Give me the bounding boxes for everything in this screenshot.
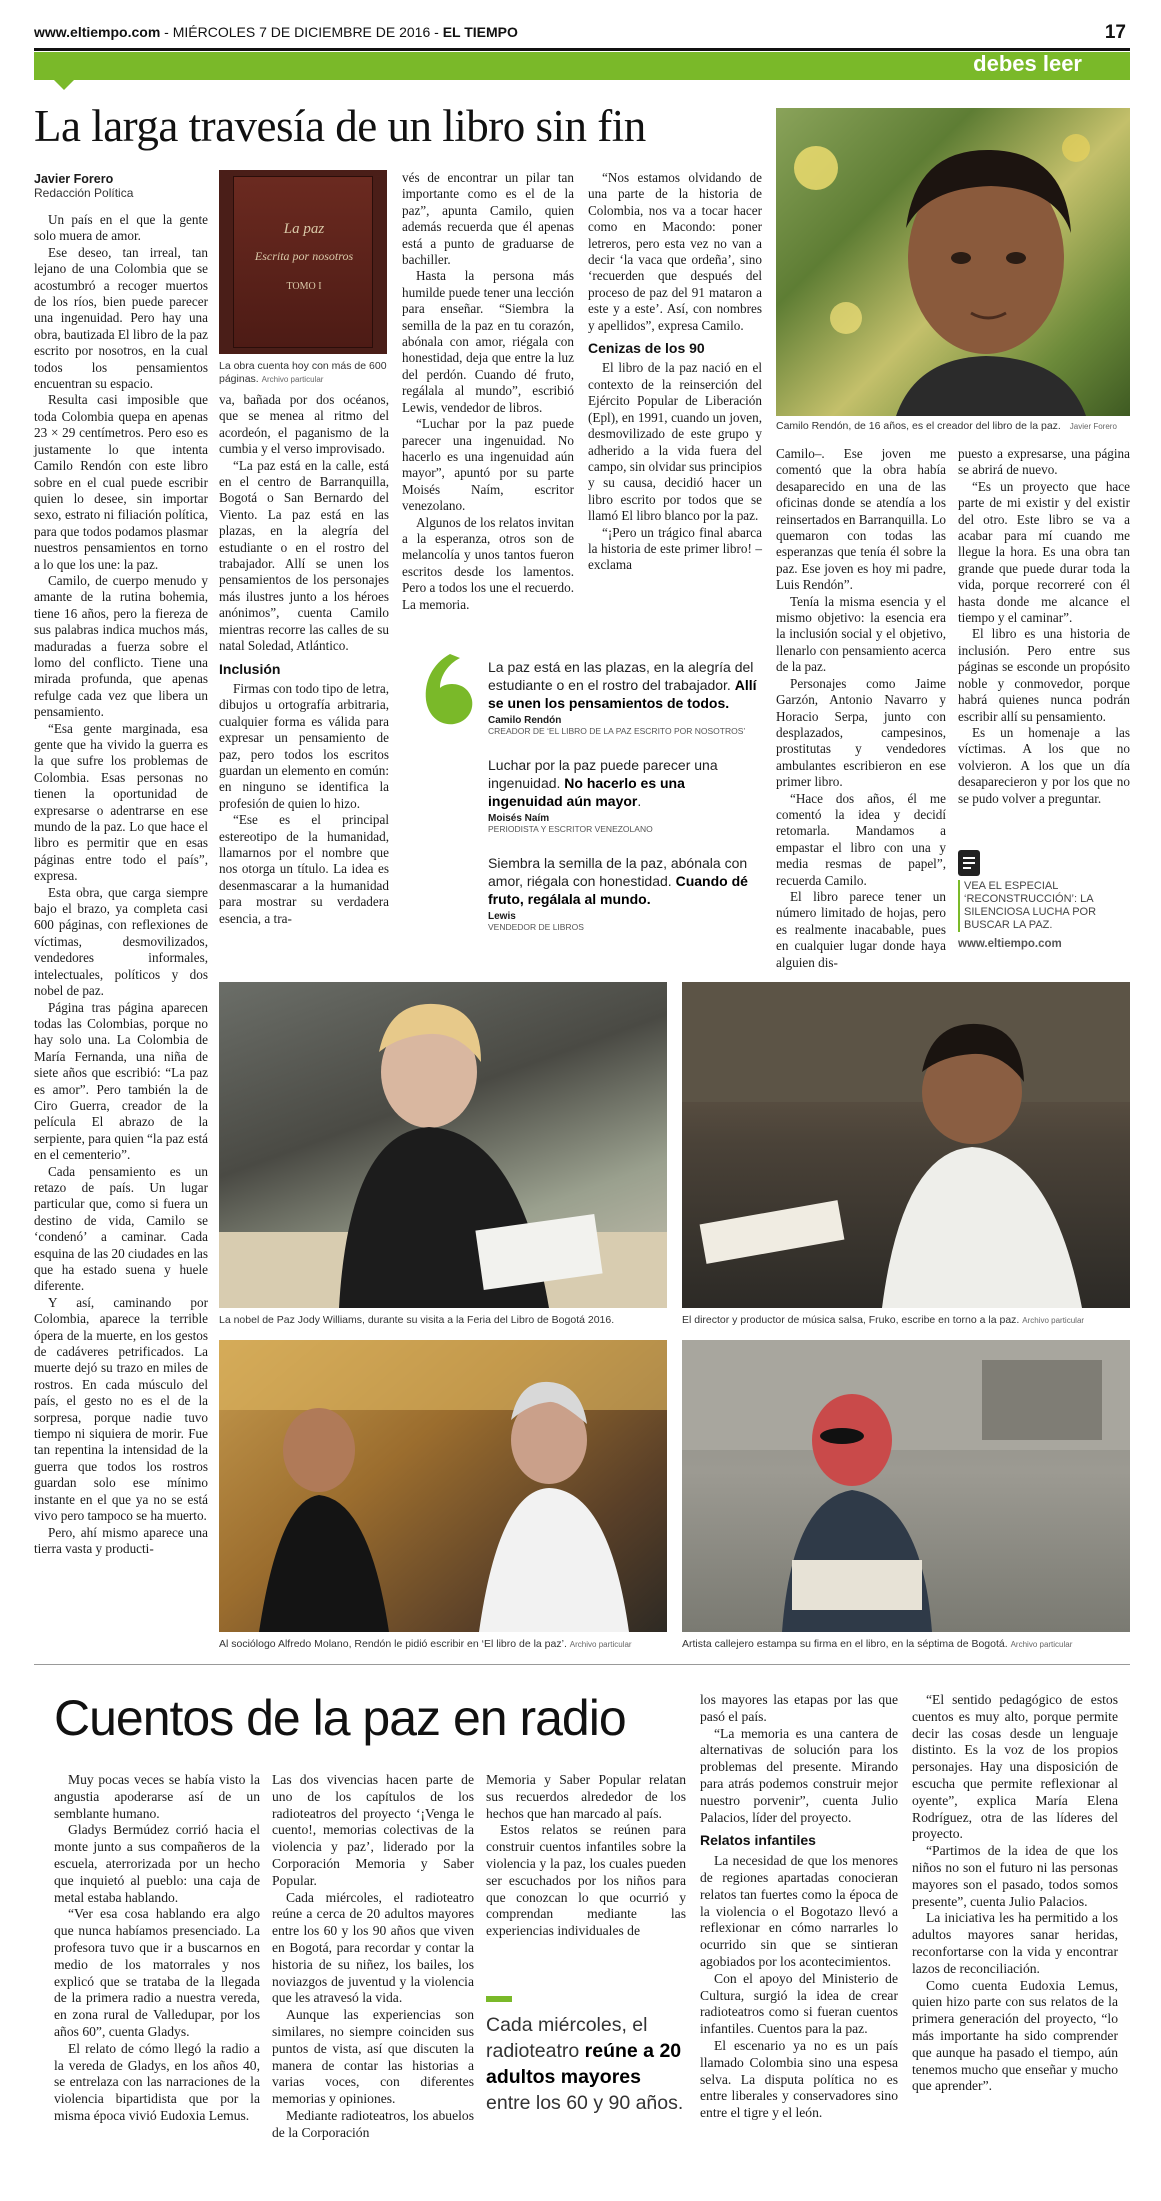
paragraph: Gladys Bermúdez corrió hacia el monte junto a sus compañeros de la escuela, aterrorizada por un hecho que inquietó al pueblo: una caja de metal estaba hablando. — [54, 1822, 260, 1905]
radio-column-2 — [272, 1772, 474, 2142]
paragraph: “La paz está en la calle, está en el centro de Barranquilla, Bogotá o San Bernardo del Viento. La paz está en las plazas, en la alegría del estudiante o en el rostro del trabajador. Allí se unen los pensamientos de los personajes más ilustres junto a los héroes anónimos”, cuenta Camilo mientras recorre las calles de su natal Soledad, Atlántico. — [219, 457, 389, 654]
photo-fruko-illustration — [682, 982, 1130, 1308]
caption-photo-2-credit: Archivo particular — [1022, 1316, 1085, 1325]
promo-text: VEA EL ESPECIAL ‘RECONSTRUCCIÓN’: LA SILENCIOSA LUCHA POR BUSCAR LA PAZ. — [958, 880, 1130, 932]
paragraph: Página tras página aparecen todas las Colombias, porque no hay solo una. La Colombia de María Fernanda, una niña de siete años que escribió: “La paz es amor”. Pero también la de Ciro Guerra, creador de la película El abrazo de la serpiente, para quien “la paz está en el cementerio”. — [34, 999, 208, 1163]
photo-fruko — [682, 982, 1130, 1308]
quote-1-role: CREADOR DE ‘EL LIBRO DE LA PAZ ESCRITO POR NOSOTROS’ — [488, 726, 746, 736]
quote-1-name: Camilo Rendón — [488, 715, 562, 726]
article-column-6 — [958, 446, 1130, 807]
author-desk: Redacción Política — [34, 186, 134, 200]
caption-photo-4 — [682, 1638, 1130, 1651]
quote-2-role: PERIODISTA Y ESCRITOR VENEZOLANO — [488, 824, 653, 834]
quotes-block — [488, 658, 758, 932]
paragraph: va, bañada por dos océanos, que se menea al ritmo del acordeón, el paganismo de la cumbia y el verso improvisado. — [219, 392, 389, 457]
quote-2-text — [488, 756, 758, 810]
quote-3-text — [488, 854, 758, 908]
book-caption-text: La obra cuenta hoy con más de 600 páginas. — [219, 360, 387, 385]
paragraph: “Nos estamos olvidando de una parte de la historia de Colombia, nos va a tocar hacer como en Macondo: poner letreros, pero esta vez no van a decir ‘la vaca que ordeña’, sino ‘recuerden que después del proceso de paz del 91 mataron a este y a este’. Así, con nombres y apellidos”, expresa Camilo. — [588, 170, 762, 333]
book-photo — [219, 170, 387, 354]
pull-quote-post: entre los 60 y 90 años. — [486, 2092, 684, 2114]
paragraph: Algunos de los relatos invitan a la esperanza, otros son de melancolía y unos tantos fueron escritos desde los lamentos. Pero a todos los une el recuerdo. La memoria. — [402, 514, 574, 612]
paragraph: Camilo–. Ese joven me comentó que la obra había desaparecido en una de las oficinas donde se atendía a los reinsertados en Barranquilla. Lo quemaron con todas las esperanzas que tenía él sobre la paz. Ese joven es hoy mi padre, Luis Rendón”. — [776, 446, 946, 593]
quote-glyph — [420, 650, 476, 730]
pull-quote-accent — [486, 1996, 512, 2002]
paragraph: Tenía la misma esencia y el mismo objetivo: la esencia era la inclusión social y el objetivo, llenarlo con pensamiento acerca de la paz. — [776, 593, 946, 675]
paragraph: Hasta la persona más humilde puede tener una lección para enseñar. “Siembra la semilla de la paz en tu corazón, abónala con amor, riégala con honestidad, deja que entre la luz del perdón. Cuando dé fruto, regálala al mundo”, escribió Lewis, vendedor de libros. — [402, 268, 574, 415]
byline — [34, 172, 204, 200]
article-column-1 — [34, 212, 208, 1557]
subhead-cenizas: Cenizas de los 90 — [588, 340, 705, 357]
quote-3-name: Lewis — [488, 911, 516, 922]
paragraph: Cada pensamiento es un retazo de país. Un lugar particular que, como si fuera un destino de vida, Camilo se ‘condenó’ a caminar. Cada esquina de las 20 ciudades en las que ha estado suena y huele diferente. — [34, 1163, 208, 1294]
radio-article-title: Cuentos de la paz en radio — [54, 1690, 626, 1746]
paragraph: Personajes como Jaime Garzón, Antonio Navarro y Horacio Serpa, junto con desplazados, campesinos, prostitutas y vendedores ambulantes escribieron en ese primer libro. — [776, 675, 946, 790]
paragraph: “La memoria es una cantera de alternativas de solución para los problemas del presente. Mirando para atrás podemos construir mejor nuestro porvenir”, cuenta Julio Palacios, líder del proyecto. — [700, 1725, 898, 1825]
photo-alfredo-molano — [219, 1340, 667, 1632]
pull-quote-bold: reúne a 20 adultos mayores — [486, 2040, 682, 2088]
quote-2-bold: No hacerlo es una ingenuidad aún mayor — [488, 775, 685, 809]
site-url[interactable]: www.eltiempo.com — [34, 24, 161, 40]
paragraph: El escenario ya no es un país llamado Colombia sino una espesa selva. La disputa política no es entre liberales y conservadores sino entre el tigre y el león. — [700, 2037, 898, 2121]
paragraph: La iniciativa les ha permitido a los adultos mayores sanar heridas, reconfortarse con la vida y encontrar lazos de reconciliación. — [912, 1910, 1118, 1976]
quote-2-pre: Luchar por la paz puede parecer una ingenuidad. — [488, 757, 718, 791]
subhead-inclusion: Inclusión — [219, 660, 281, 677]
paragraph: “Ese es el principal estereotipo de la humanidad, llamarnos por el nombre que nos otorga un título. La idea es desenmascarar a la humanidad para mostrar su verdadera esencia, a tra- — [219, 812, 389, 926]
quote-2-post: . — [637, 793, 642, 809]
paragraph: “¡Pero un trágico final abarca la historia de este primer libro! –exclama — [588, 524, 762, 573]
caption-photo-4-text: Artista callejero estampa su firma en el libro, en la séptima de Bogotá. — [682, 1638, 1008, 1650]
article-title: La larga travesía de un libro sin fin — [34, 101, 646, 151]
caption-photo-2 — [682, 1314, 1130, 1327]
paragraph: vés de encontrar un pilar tan importante como es el de la paz”, apunta Camilo, quien además recuerda que él apenas está a punto de graduarse de bachiller. — [402, 170, 574, 268]
caption-photo-1-text: La nobel de Paz Jody Williams, durante su visita a la Feria del Libro de Bogotá 2016. — [219, 1314, 615, 1326]
paragraph: Un país en el que la gente solo muera de amor. — [34, 212, 208, 244]
photo-jody-illustration — [219, 982, 667, 1308]
header-separator-2: - — [434, 24, 443, 40]
paper-name: EL TIEMPO — [442, 24, 518, 40]
paragraph: El libro es una historia de inclusión. Pero entre sus páginas se esconde un propósito noble y conmovedor, porque habrá quienes nunca podrán escribir allí su pensamiento. — [958, 626, 1130, 724]
paragraph: Cada miércoles, el radioteatro reúne a cerca de 20 adultos mayores entre los 60 y los 90 años que viven en Bogotá, para recordar y contar la historia de su niñez, los bailes, los noviazgos de juventud y la violencia que les atravesó la vida. — [272, 1889, 474, 2006]
quote-3-bold: Cuando dé fruto, regálala al mundo. — [488, 873, 748, 907]
photo-molano-illustration — [219, 1340, 667, 1632]
caption-photo-3 — [219, 1638, 667, 1651]
paragraph: “Esa gente marginada, esa gente que ha vivido la guerra es la que sufre los problemas de Colombia. Esas personas no tienen la oportunidad de expresarse o adentrarse en ese mundo de la paz. Lo que hace el libro es permitir que en esas páginas entre todo el país”, expresa. — [34, 720, 208, 884]
paragraph: los mayores las etapas por las que pasó el país. — [700, 1692, 898, 1724]
radio-column-5 — [912, 1692, 1118, 2095]
paragraph: Es un homenaje a las víctimas. A los que no volvieron. A los que un día desaparecieron y por los que no se pudo volver a preguntar. — [958, 724, 1130, 806]
book-title-3: TOMO I — [286, 281, 322, 292]
document-icon — [958, 850, 980, 876]
article-column-3 — [402, 170, 574, 613]
portrait-illustration — [776, 108, 1130, 416]
author-name: Javier Forero — [34, 172, 114, 186]
portrait-caption — [776, 420, 1130, 433]
paragraph: “Ver esa cosa hablando era algo que nunca habíamos presenciado. La profesora tuvo que ir a buscarnos en medio de los matorrales y nos explicó que se trataba de la llegada de la primera radio a nuestra vereda, en zona rural de Valledupar, por los años 60”, cuenta Gladys. — [54, 1906, 260, 2039]
paragraph: “Es un proyecto que hace parte de mi existir y del existir del otro. Este libro se va a acabar para mí cuando me llegue la hora. Es una obra tan grande que puede durar toda la vida, porque recorreré con él hasta donde me alcance el tiempo y el caminar”. — [958, 478, 1130, 626]
radio-column-4 — [700, 1692, 898, 2122]
caption-photo-3-text: Al sociólogo Alfredo Molano, Rendón le pidió escribir en ‘El libro de la paz’. — [219, 1638, 567, 1650]
pull-quote-pre: Cada miércoles, el radioteatro — [486, 2014, 648, 2062]
header-date: MIÉRCOLES 7 DE DICIEMBRE DE 2016 — [172, 24, 431, 40]
photo-artist-illustration — [682, 1340, 1130, 1632]
paragraph: “El sentido pedagógico de estos cuentos es muy alto, porque permite decir las cosas desde un lenguaje distinto. Es la voz de los propios personajes. Hay una disposición de escucha que permite reflexionar al oyente”, explica María Elena Rodríguez, otra de las líderes del proyecto. — [912, 1692, 1118, 1842]
quote-1-pre: La paz está en las plazas, en la alegría del estudiante o en el rostro del trabajador. — [488, 659, 754, 693]
article-column-4 — [588, 170, 762, 574]
portrait-credit: Javier Forero — [1069, 422, 1117, 431]
book-cover — [233, 176, 373, 348]
paragraph: El relato de cómo llegó la radio a la vereda de Gladys, en los años 40, se entrelaza con las narraciones de la violencia bipartidista que por la misma época vivió Eudoxia Lemus. — [54, 2040, 260, 2123]
quote-mark-icon — [420, 650, 476, 730]
paragraph: Muy pocas veces se había visto la angustia apoderarse así de un semblante humano. — [54, 1772, 260, 1821]
paragraph: Con el apoyo del Ministerio de Cultura, surgió la idea de crear radioteatros como si fueran cuentos infantiles. Cuentos para la paz. — [700, 1970, 898, 2037]
paragraph: puesto a expresarse, una página se abrirá de nuevo. — [958, 446, 1130, 478]
quote-1 — [488, 658, 758, 736]
pull-quote — [486, 2012, 686, 2116]
paragraph: La necesidad de que los menores de regiones apartadas conocieran relatos tan fuertes como la época de la violencia o el Bogotazo llevó a reflexionar en cómo narrarles lo ocurrido sin que se sintieran agobiados por los acontecimientos. — [700, 1853, 898, 1969]
book-title-2: Escrita por nosotros — [254, 249, 354, 263]
caption-photo-3-credit: Archivo particular — [569, 1640, 632, 1649]
paragraph: Estos relatos se reúnen para construir cuentos infantiles sobre la violencia y la paz, los cuales pueden ser escuchados por los niños para que conozcan lo que ocurrió y comprendan mediante las experiencias individuales de — [486, 1822, 686, 1939]
page-header — [34, 24, 1130, 46]
quote-2 — [488, 756, 758, 834]
radio-column-3 — [486, 1772, 686, 1940]
article-divider — [34, 1664, 1130, 1665]
quote-3 — [488, 854, 758, 932]
paragraph: Como cuenta Eudoxia Lemus, quien hizo parte con sus relatos de la primera generación del proyecto, “lo más importante ha sido comprender que aunque ha pasado el tiempo, aún tenemos mucho que enseñar y mucho que aprender”. — [912, 1977, 1118, 2094]
article-column-5 — [776, 446, 946, 971]
paragraph: Aunque las experiencias son similares, no siempre coinciden sus puntos de vista, así que discuten la manera de contar las historias a varias voces, con diferentes memorias y opiniones. — [272, 2007, 474, 2107]
paragraph: Memoria y Saber Popular relatan sus recuerdos alrededor de los hechos que han marcado al país. — [486, 1772, 686, 1821]
paragraph: Resulta casi imposible que toda Colombia quepa en apenas 23 × 29 centímetros. Pero eso es justamente lo que intenta Camilo Rendón con este libro sobre en el cual puede escribir quien lo desee, sin importar sexo, estrato ni filiación política, para que todos podamos plasmar nuestros pensamientos en torno a lo que los une: la paz. — [34, 392, 208, 572]
subhead-relatos: Relatos infantiles — [700, 1832, 816, 1849]
promo-box[interactable] — [958, 850, 1130, 950]
page-number: 17 — [1104, 22, 1126, 43]
quote-2-name: Moisés Naím — [488, 813, 550, 824]
quote-1-bold: Allí se unen los pensamientos de todos. — [488, 677, 757, 711]
paragraph: Las dos vivencias hacen parte de uno de los capítulos de los radioteatros del proyecto ‘¡Venga le cuento!, memorias colectivas de la violencia y paz’, liderado por la Corporación Memoria y Saber Popular. — [272, 1772, 474, 1888]
caption-photo-1 — [219, 1314, 667, 1327]
photo-jody-williams — [219, 982, 667, 1308]
book-title-1: La paz — [283, 221, 325, 237]
book-caption — [219, 360, 389, 386]
paragraph: Firmas con todo tipo de letra, dibujos u ortografía arbitraria, cualquier forma es válida para expresar un pensamiento de paz, pero todos los escritos guardan un elemento en común: en ninguno se identifica la profesión de quien lo hizo. — [219, 680, 389, 811]
quote-3-pre: Siembra la semilla de la paz, abónala con amor, riégala con honestidad. — [488, 855, 748, 889]
paragraph: Mediante radioteatros, los abuelos de la Corporación — [272, 2107, 474, 2140]
paragraph: Pero, ahí mismo aparece una tierra vasta y producti- — [34, 1524, 208, 1556]
paragraph: Camilo, de cuerpo menudo y amante de la rutina bohemia, tiene 16 años, pero la fiereza de sus palabras indica muchos más, maduradas a fuerza sobre el lomo del conflicto. Tiene una mirada profunda, que apenas refulge cada vez que libera un pensamiento. — [34, 572, 208, 720]
paragraph: Ese deseo, tan irreal, tan lejano de una Colombia que se acostumbró a recoger muertos de los ríos, bien puede parecer una ingenuidad. Pero hay una obra, bautizada El libro de la paz escrito por nosotros, en la cual todos los pensamientos encuentran su espacio. — [34, 244, 208, 392]
paragraph: Y así, caminando por Colombia, aparece la terrible ópera de la muerte, en los gestos de cadáveres petrificados. La muerte dejó su trazo en miles de rostros. En cada músculo del país, el gesto no es el de la sorpresa, porque nadie tuvo tiempo ni siquiera de morir. Fue tan repentina la intensidad de la guerra que todos los rostros guardan solo ese mínimo instante en el que ya no se está vivo pero tampoco se ha muerto. — [34, 1294, 208, 1524]
paragraph: Esta obra, que carga siempre bajo el brazo, ya completa casi 600 páginas, con reflexiones de víctimas, desmovilizados, vendedores informales, intelectuales, políticos y dos nobel de paz. — [34, 884, 208, 999]
paragraph: “Hace dos años, él me comentó la idea y decidí retomarla. Mandamos a empastar el libro con una y media resmas de papel”, recuerda Camilo. — [776, 790, 946, 888]
promo-url[interactable]: www.eltiempo.com — [958, 938, 1062, 950]
caption-photo-4-credit: Archivo particular — [1010, 1640, 1073, 1649]
quote-1-text — [488, 658, 758, 712]
header-separator: - — [164, 24, 173, 40]
paragraph: El libro de la paz nació en el contexto de la reinserción del Ejército Popular de Liberación (Epl), en 1991, cuando un joven, desmovilizado de este grupo y adherido a la vida fuera del campo, sin olvidar sus principios y su causa, decidió hacer un libro escrito por todos que se llamó El libro blanco por la paz. — [588, 360, 762, 524]
green-tab-notch — [54, 80, 74, 90]
quote-3-role: VENDEDOR DE LIBROS — [488, 922, 584, 932]
article-column-2 — [219, 392, 389, 927]
caption-photo-2-text: El director y productor de música salsa, Fruko, escribe en torno a la paz. — [682, 1314, 1020, 1326]
photo-street-artist — [682, 1340, 1130, 1632]
book-credit: Archivo particular — [261, 375, 324, 384]
paragraph: “Partimos de la idea de que los niños no son el futuro ni las personas mayores son el pasado, todos somos presente”, cuenta Julio Palacios. — [912, 1843, 1118, 1909]
paragraph: El libro parece tener un número limitado de hojas, pero es realmente inacabable, pues en cualquier lugar donde haya alguien dis- — [776, 888, 946, 970]
portrait-photo — [776, 108, 1130, 416]
portrait-caption-text: Camilo Rendón, de 16 años, es el creador del libro de la paz. — [776, 420, 1061, 432]
radio-column-1 — [54, 1772, 260, 2125]
section-label: debes leer — [973, 51, 1082, 76]
paragraph: “Luchar por la paz puede parecer una ingenuidad. No hacerlo es una ingenuidad aún mayor”, apuntó por su parte Moisés Naím, escritor venezolano. — [402, 416, 574, 514]
